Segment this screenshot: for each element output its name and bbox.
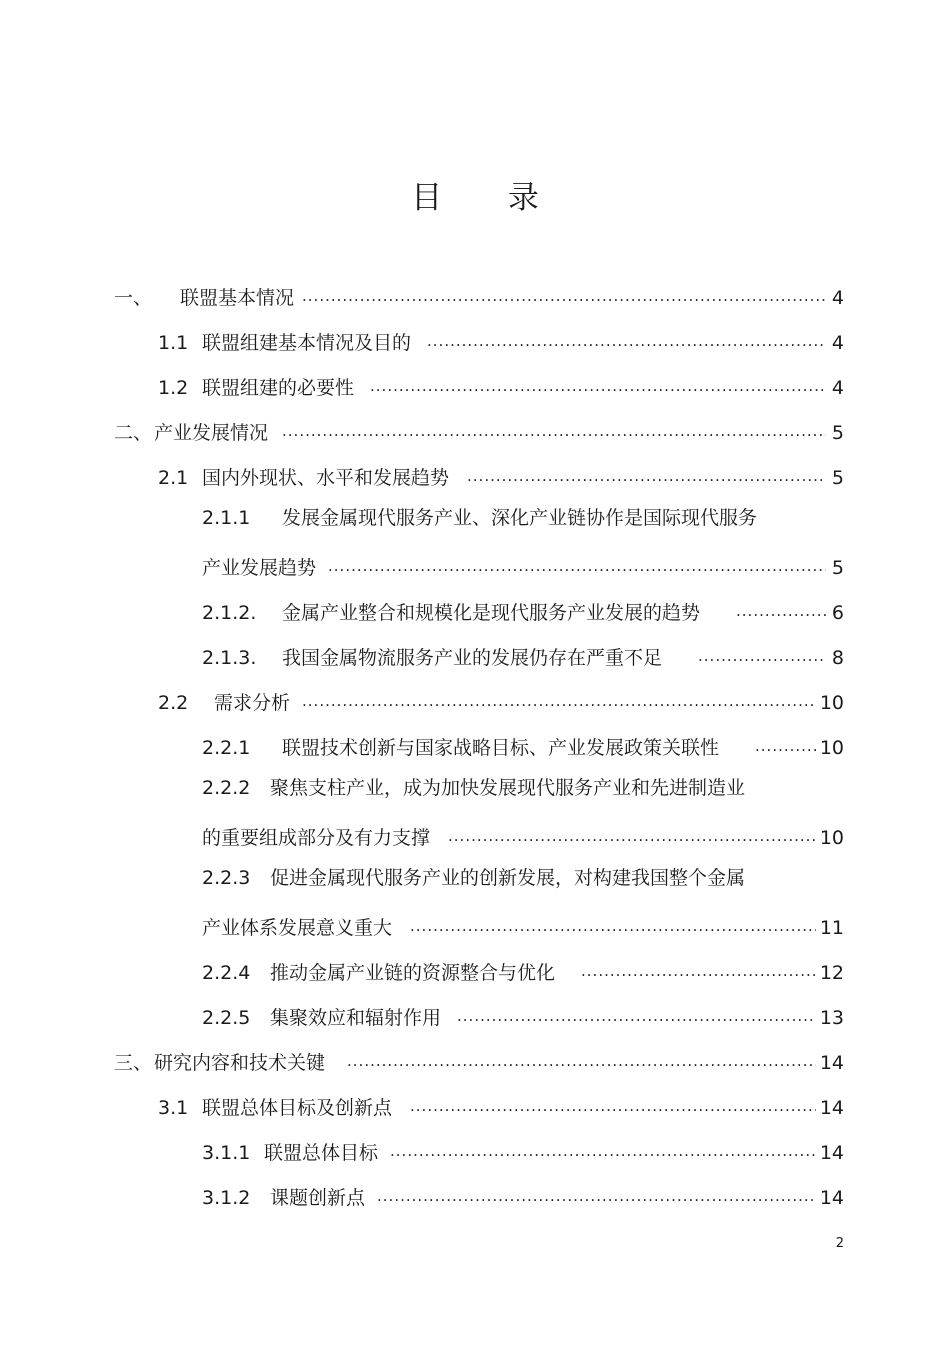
- toc-entry-page: 13: [819, 1007, 844, 1029]
- toc-entry-continuation: 产业体系发展意义重大: [202, 917, 393, 939]
- toc-entry-text: 集聚效应和辐射作用: [270, 1007, 442, 1029]
- toc-entry-page: 4: [831, 377, 844, 399]
- toc-title: 目 录: [411, 180, 567, 216]
- toc-entry-number: 2.1: [158, 467, 189, 489]
- toc-leader: [328, 562, 826, 576]
- toc-entry[interactable]: [202, 595, 844, 625]
- toc-leader: [448, 832, 816, 846]
- toc-leader: [755, 742, 816, 756]
- toc-leader: [427, 337, 826, 351]
- toc-entry[interactable]: [202, 730, 844, 760]
- toc-entry-text: 研究内容和技术关键: [154, 1052, 326, 1074]
- toc-entry-number: 2.2.5: [202, 1007, 251, 1029]
- toc-entry-page: 12: [819, 962, 844, 984]
- toc-entry[interactable]: [202, 820, 844, 850]
- toc-entry-number: 3.1.1: [202, 1142, 251, 1164]
- toc-entry[interactable]: [158, 325, 844, 355]
- toc-entry-text: 聚焦支柱产业，成为加快发展现代服务产业和先进制造业: [270, 777, 746, 799]
- toc-entry-number: 2.1.3.: [202, 647, 257, 669]
- toc-entry-page: 5: [831, 422, 844, 444]
- toc-leader: [410, 1102, 816, 1116]
- toc-entry[interactable]: [114, 280, 844, 310]
- toc-entry-text: 发展金属现代服务产业、深化产业链协作是国际现代服务: [282, 507, 758, 529]
- toc-leader: [302, 292, 826, 306]
- toc-entry-text: 课题创新点: [270, 1187, 366, 1209]
- toc-entry-number: 2.1.2.: [202, 602, 257, 624]
- toc-entry-page: 4: [831, 332, 844, 354]
- toc-leader: [282, 427, 826, 441]
- toc-leader: [581, 967, 816, 981]
- toc-entry-number: 2.2.1: [202, 737, 251, 759]
- toc-leader: [347, 1057, 816, 1071]
- toc-entry[interactable]: [202, 910, 844, 940]
- toc-entry-page: 5: [831, 557, 844, 579]
- toc-entry[interactable]: [202, 1000, 844, 1030]
- toc-entry-text: 产业发展情况: [154, 422, 269, 444]
- toc-entry[interactable]: [202, 955, 844, 985]
- toc-entry-first-line[interactable]: [202, 776, 745, 800]
- toc-entry-text: 我国金属物流服务产业的发展仍存在严重不足: [282, 647, 663, 669]
- toc-entry-continuation: 产业发展趋势: [202, 557, 317, 579]
- toc-entry-text: 联盟总体目标及创新点: [202, 1097, 393, 1119]
- toc-entry[interactable]: [114, 1045, 844, 1075]
- toc-leader: [390, 1147, 816, 1161]
- toc-entry-page: 14: [819, 1097, 844, 1119]
- toc-entry-page: 8: [831, 647, 844, 669]
- toc-entry-page: 6: [831, 602, 844, 624]
- toc-entry-page: 14: [819, 1052, 844, 1074]
- toc-entry[interactable]: [114, 415, 844, 445]
- toc-entry-number: 三、: [114, 1052, 153, 1074]
- toc-leader: [457, 1012, 816, 1026]
- toc-leader: [377, 1192, 816, 1206]
- toc-entry-number: 一、: [114, 287, 153, 309]
- toc-entry-first-line[interactable]: [202, 866, 745, 890]
- toc-leader: [467, 472, 826, 486]
- toc-entry[interactable]: [158, 1090, 844, 1120]
- toc-entry-number: 1.1: [158, 332, 189, 354]
- toc-entry-page: 10: [819, 692, 844, 714]
- toc-entry-page: 10: [819, 737, 844, 759]
- toc-entry-number: 2.2: [158, 692, 189, 714]
- toc-leader: [302, 697, 816, 711]
- toc-entry-number: 2.2.3: [202, 867, 251, 889]
- toc-entry-page: 14: [819, 1142, 844, 1164]
- toc-entry-text: 联盟组建的必要性: [202, 377, 355, 399]
- toc-entry-number: 3.1.2: [202, 1187, 251, 1209]
- toc-entry-page: 4: [831, 287, 844, 309]
- toc-entry[interactable]: [202, 640, 844, 670]
- toc-entry-text: 需求分析: [214, 692, 291, 714]
- toc-entry-page: 14: [819, 1187, 844, 1209]
- toc-entry[interactable]: [158, 685, 844, 715]
- toc-entry[interactable]: [158, 460, 844, 490]
- toc-entry-text: 联盟基本情况: [180, 287, 295, 309]
- toc-entry-number: 2.1.1: [202, 507, 251, 529]
- toc-entry-number: 1.2: [158, 377, 189, 399]
- toc-leader: [698, 652, 826, 666]
- toc-leader: [736, 607, 826, 621]
- toc-entry-text: 国内外现状、水平和发展趋势: [202, 467, 450, 489]
- toc-entry[interactable]: [202, 550, 844, 580]
- toc-entry-number: 2.2.4: [202, 962, 251, 984]
- toc-entry-text: 联盟总体目标: [264, 1142, 379, 1164]
- toc-entry-text: 联盟技术创新与国家战略目标、产业发展政策关联性: [282, 737, 720, 759]
- toc-entry[interactable]: [202, 1180, 844, 1210]
- toc-entry[interactable]: [202, 1135, 844, 1165]
- toc-entry-text: 联盟组建基本情况及目的: [202, 332, 412, 354]
- toc-entry[interactable]: [158, 370, 844, 400]
- page-number: 2: [835, 1236, 844, 1251]
- toc-entry-first-line[interactable]: [202, 506, 757, 530]
- toc-entry-number: 2.2.2: [202, 777, 251, 799]
- toc-entry-text: 促进金属现代服务产业的创新发展，对构建我国整个金属: [270, 867, 746, 889]
- toc-entry-text: 金属产业整合和规模化是现代服务产业发展的趋势: [282, 602, 701, 624]
- toc-entry-continuation: 的重要组成部分及有力支撑: [202, 827, 431, 849]
- toc-entry-page: 5: [831, 467, 844, 489]
- toc-entry-text: 推动金属产业链的资源整合与优化: [270, 962, 556, 984]
- toc-entry-number: 3.1: [158, 1097, 189, 1119]
- toc-entry-number: 二、: [114, 422, 153, 444]
- toc-leader: [370, 382, 826, 396]
- toc-entry-page: 10: [819, 827, 844, 849]
- toc-leader: [410, 922, 816, 936]
- toc-entry-page: 11: [819, 917, 844, 939]
